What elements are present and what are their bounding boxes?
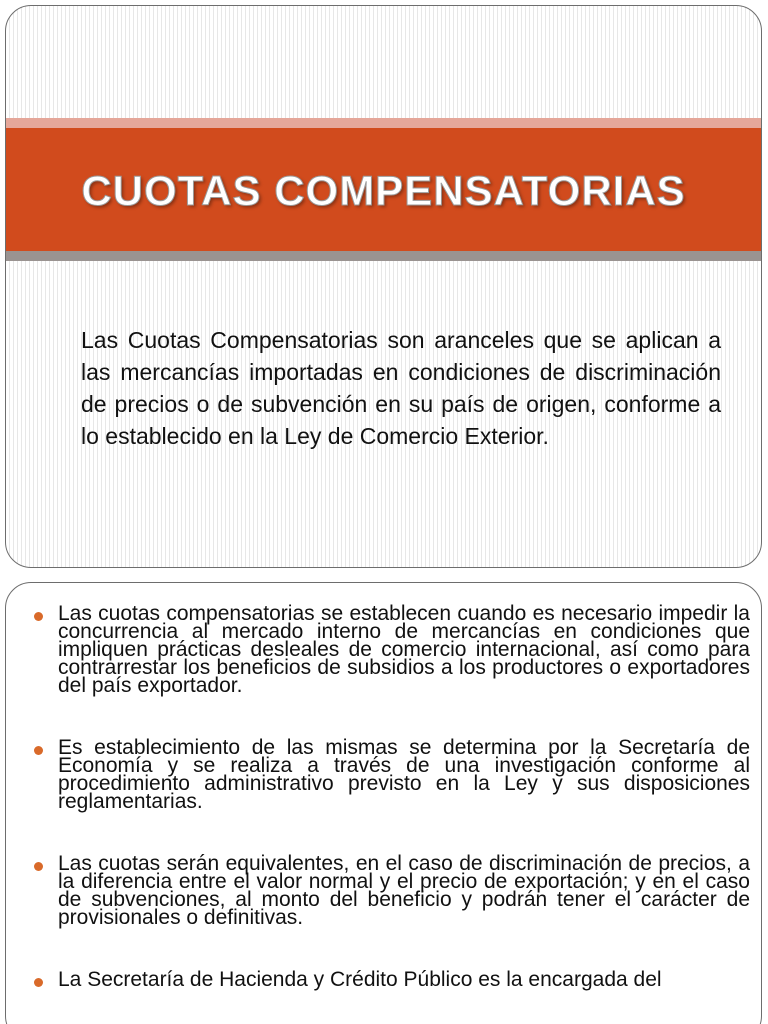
bullet-dot-icon [34, 612, 43, 621]
bullet-list [34, 602, 750, 991]
intro-paragraph: Las Cuotas Compensatorias son aranceles que se aplican a las mercancías importadas en condiciones de discriminación de precios o de subvención en su país de origen, conforme a lo establecido en la Ley de Comercio Exterior. [81, 327, 721, 449]
bullet-dot-icon [34, 862, 43, 871]
content-slide [5, 582, 762, 1024]
title-band-bottom-stripe [6, 251, 761, 261]
bullet-text: Es establecimiento de las mismas se determina por la Secretaría de Economía y se realiza a través de una investigación conforme al procedimiento administrativo previsto en la Ley y sus disposiciones reglamentarias. [58, 736, 750, 813]
bullet-item [34, 852, 750, 929]
bullet-text: La Secretaría de Hacienda y Crédito Público es la encargada del [58, 968, 662, 991]
bullet-item [34, 736, 750, 813]
bullet-dot-icon [34, 746, 43, 755]
slide-title: CUOTAS COMPENSATORIAS [81, 167, 686, 214]
bullet-item [34, 602, 750, 697]
bullet-text: Las cuotas serán equivalentes, en el caso de discriminación de precios, a la diferencia entre el valor normal y el precio de exportación; y en el caso de subvenciones, al monto del beneficio y podrán tener el carácter de provisionales o definitivas. [58, 852, 750, 929]
title-slide [5, 5, 762, 568]
bullet-item [34, 968, 750, 991]
bullet-dot-icon [34, 978, 43, 987]
bullet-text: Las cuotas compensatorias se establecen cuando es necesario impedir la concurrencia al mercado interno de mercancías en condiciones que impliquen prácticas desleales de comercio internacional, así como para contrarrestar los beneficios de subsidios a los productores o exportadores del país exportador. [58, 602, 750, 697]
title-band-top-stripe [6, 118, 761, 128]
